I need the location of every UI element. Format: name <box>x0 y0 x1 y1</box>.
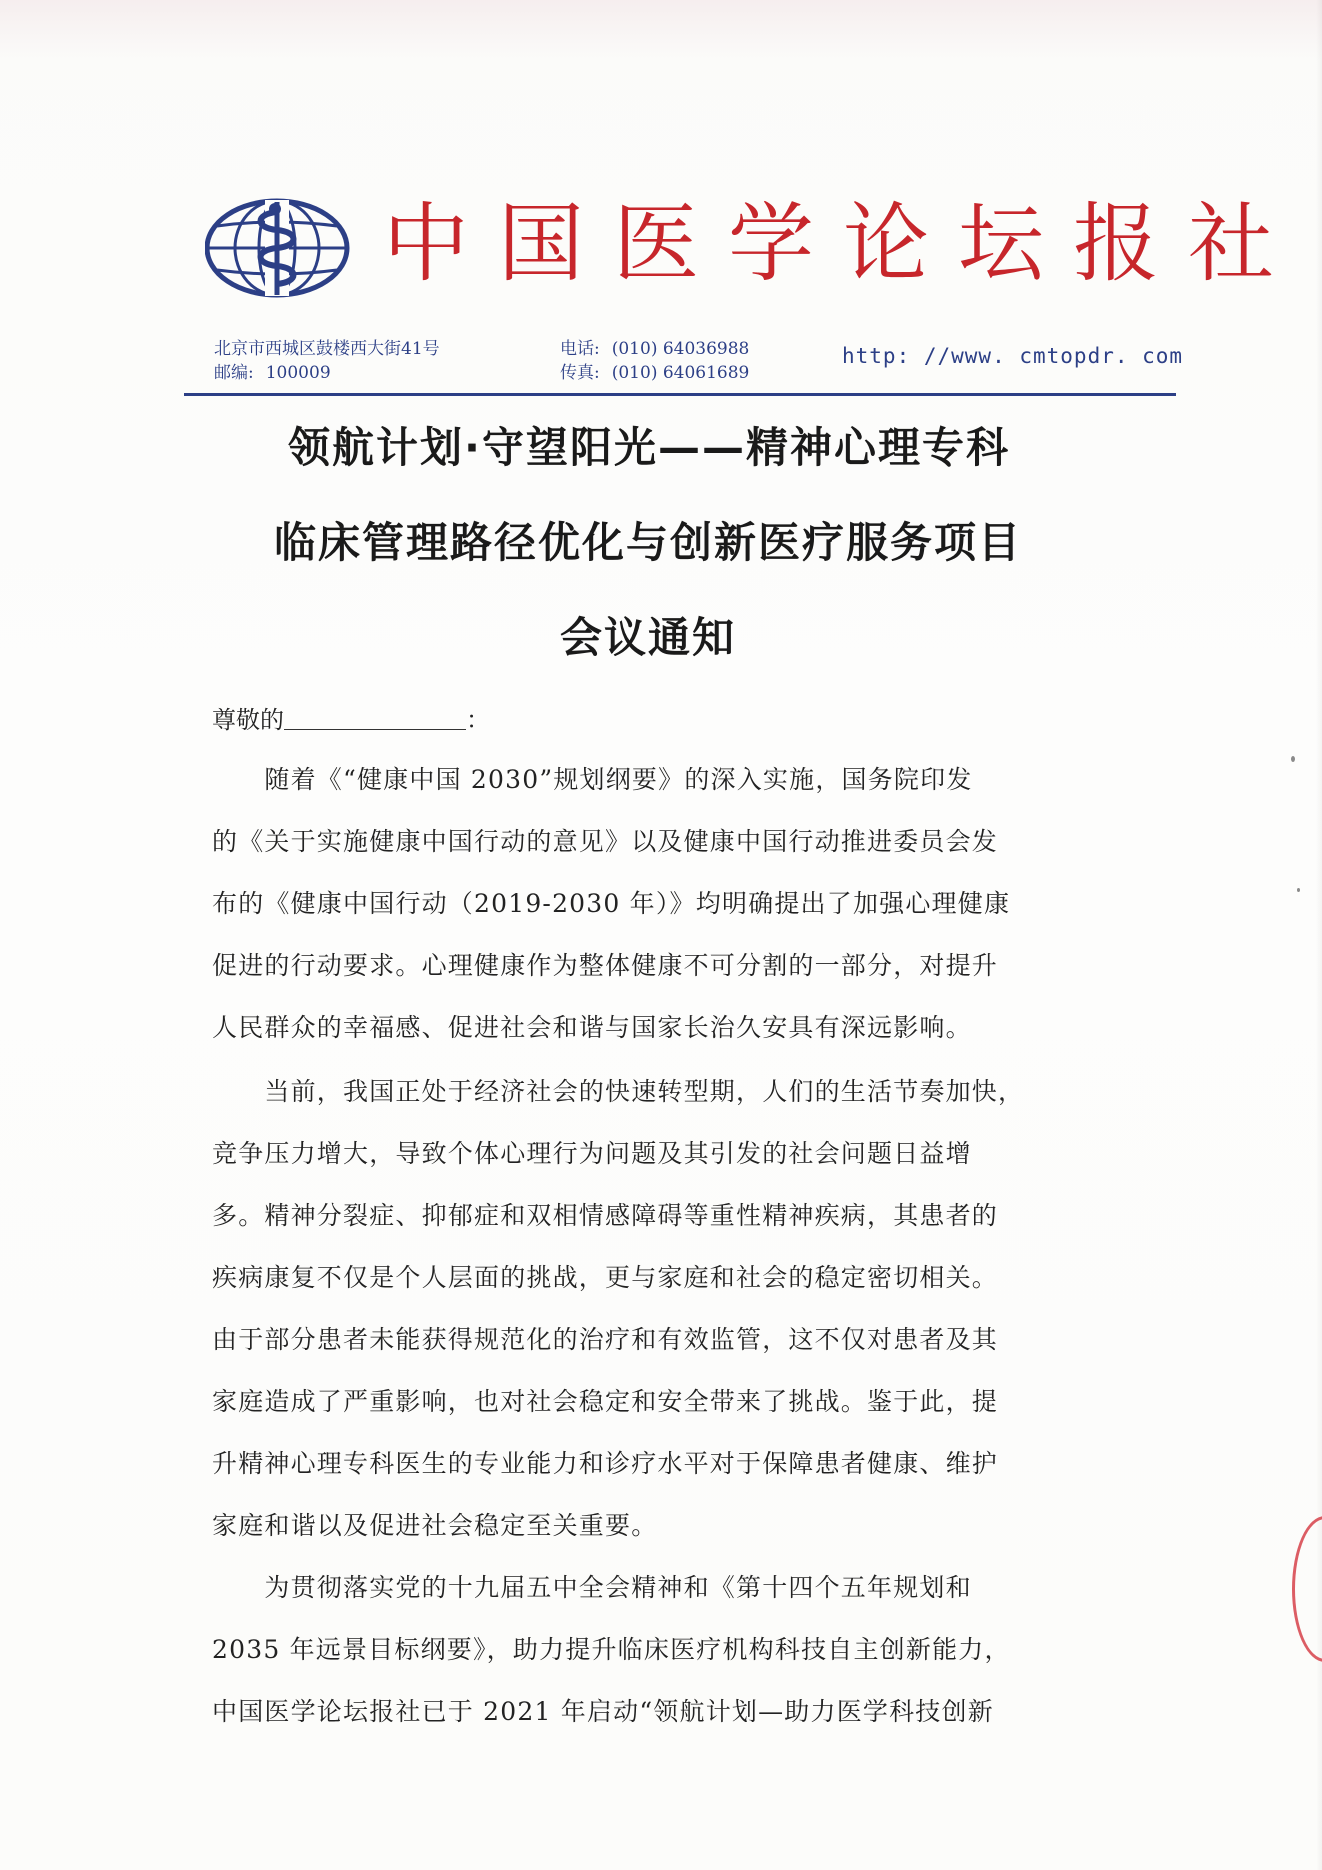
contact-phone <box>560 337 749 385</box>
body-line: 布的《健康中国行动（2019-2030 年）》均明确提出了加强心理健康 <box>212 889 1011 918</box>
fax-line <box>560 361 749 385</box>
body-line: 为贯彻落实党的十九届五中全会精神和《第十四个五年规划和 <box>212 1573 972 1602</box>
salutation <box>212 700 490 735</box>
title-line-2: 临床管理路径优化与创新医疗服务项目 <box>273 518 1022 567</box>
scan-speck <box>1297 888 1300 892</box>
postcode-line <box>214 361 440 385</box>
body-line: 2035 年远景目标纲要》，助力提升临床医疗机构科技自主创新能力， <box>212 1635 1011 1664</box>
phone-value: (010) 64036988 <box>611 339 750 359</box>
title-line-1: 领航计划·守望阳光——精神心理专科 <box>288 423 1010 472</box>
postcode-value: 100009 <box>265 363 331 383</box>
body-line: 随着《“健康中国 2030”规划纲要》的深入实施，国务院印发 <box>212 765 973 794</box>
phone-line <box>560 337 749 361</box>
salutation-suffix: ： <box>466 706 490 734</box>
contact-address <box>214 337 440 385</box>
phone-label: 电话: <box>560 339 600 359</box>
recipient-blank <box>284 707 466 730</box>
body-line: 的《关于实施健康中国行动的意见》以及健康中国行动推进委员会发 <box>212 827 999 856</box>
fax-value: (010) 64061689 <box>611 363 750 383</box>
salutation-prefix: 尊敬的 <box>212 706 284 734</box>
globe-caduceus-logo-icon <box>205 198 350 298</box>
scan-tint <box>0 0 1322 60</box>
body-line: 多。精神分裂症、抑郁症和双相情感障碍等重性精神疾病，其患者的 <box>212 1201 999 1230</box>
body-line: 家庭和谐以及促进社会稳定至关重要。 <box>212 1511 658 1540</box>
org-name: 中国医学论坛报社 <box>383 194 1303 294</box>
letterhead <box>205 194 1303 305</box>
body-line: 疾病康复不仅是个人层面的挑战，更与家庭和社会的稳定密切相关。 <box>212 1263 999 1292</box>
title-line-3: 会议通知 <box>559 613 736 662</box>
body-line: 促进的行动要求。心理健康作为整体健康不可分割的一部分，对提升 <box>212 951 999 980</box>
seal-stamp-edge <box>1292 1516 1322 1662</box>
scan-speck <box>1291 756 1295 762</box>
body-line: 当前，我国正处于经济社会的快速转型期，人们的生活节奏加快， <box>212 1077 1025 1106</box>
body-line: 家庭造成了严重影响，也对社会稳定和安全带来了挑战。鉴于此，提 <box>212 1387 999 1416</box>
address-text: 北京市西城区鼓楼西大街41号 <box>214 339 440 359</box>
header-divider <box>184 393 1176 396</box>
body-line: 人民群众的幸福感、促进社会和谐与国家长治久安具有深远影响。 <box>212 1013 972 1042</box>
body-line: 竞争压力增大，导致个体心理行为问题及其引发的社会问题日益增 <box>212 1139 972 1168</box>
fax-label: 传真: <box>560 363 600 383</box>
postcode-label: 邮编: <box>214 363 254 383</box>
body-line: 中国医学论坛报社已于 2021 年启动“领航计划—助力医学科技创新 <box>212 1697 994 1726</box>
body-line: 升精神心理专科医生的专业能力和诊疗水平对于保障患者健康、维护 <box>212 1449 999 1478</box>
website-url: http: //www. cmtopdr. com <box>842 344 1184 368</box>
body-line: 由于部分患者未能获得规范化的治疗和有效监管，这不仅对患者及其 <box>212 1325 999 1354</box>
